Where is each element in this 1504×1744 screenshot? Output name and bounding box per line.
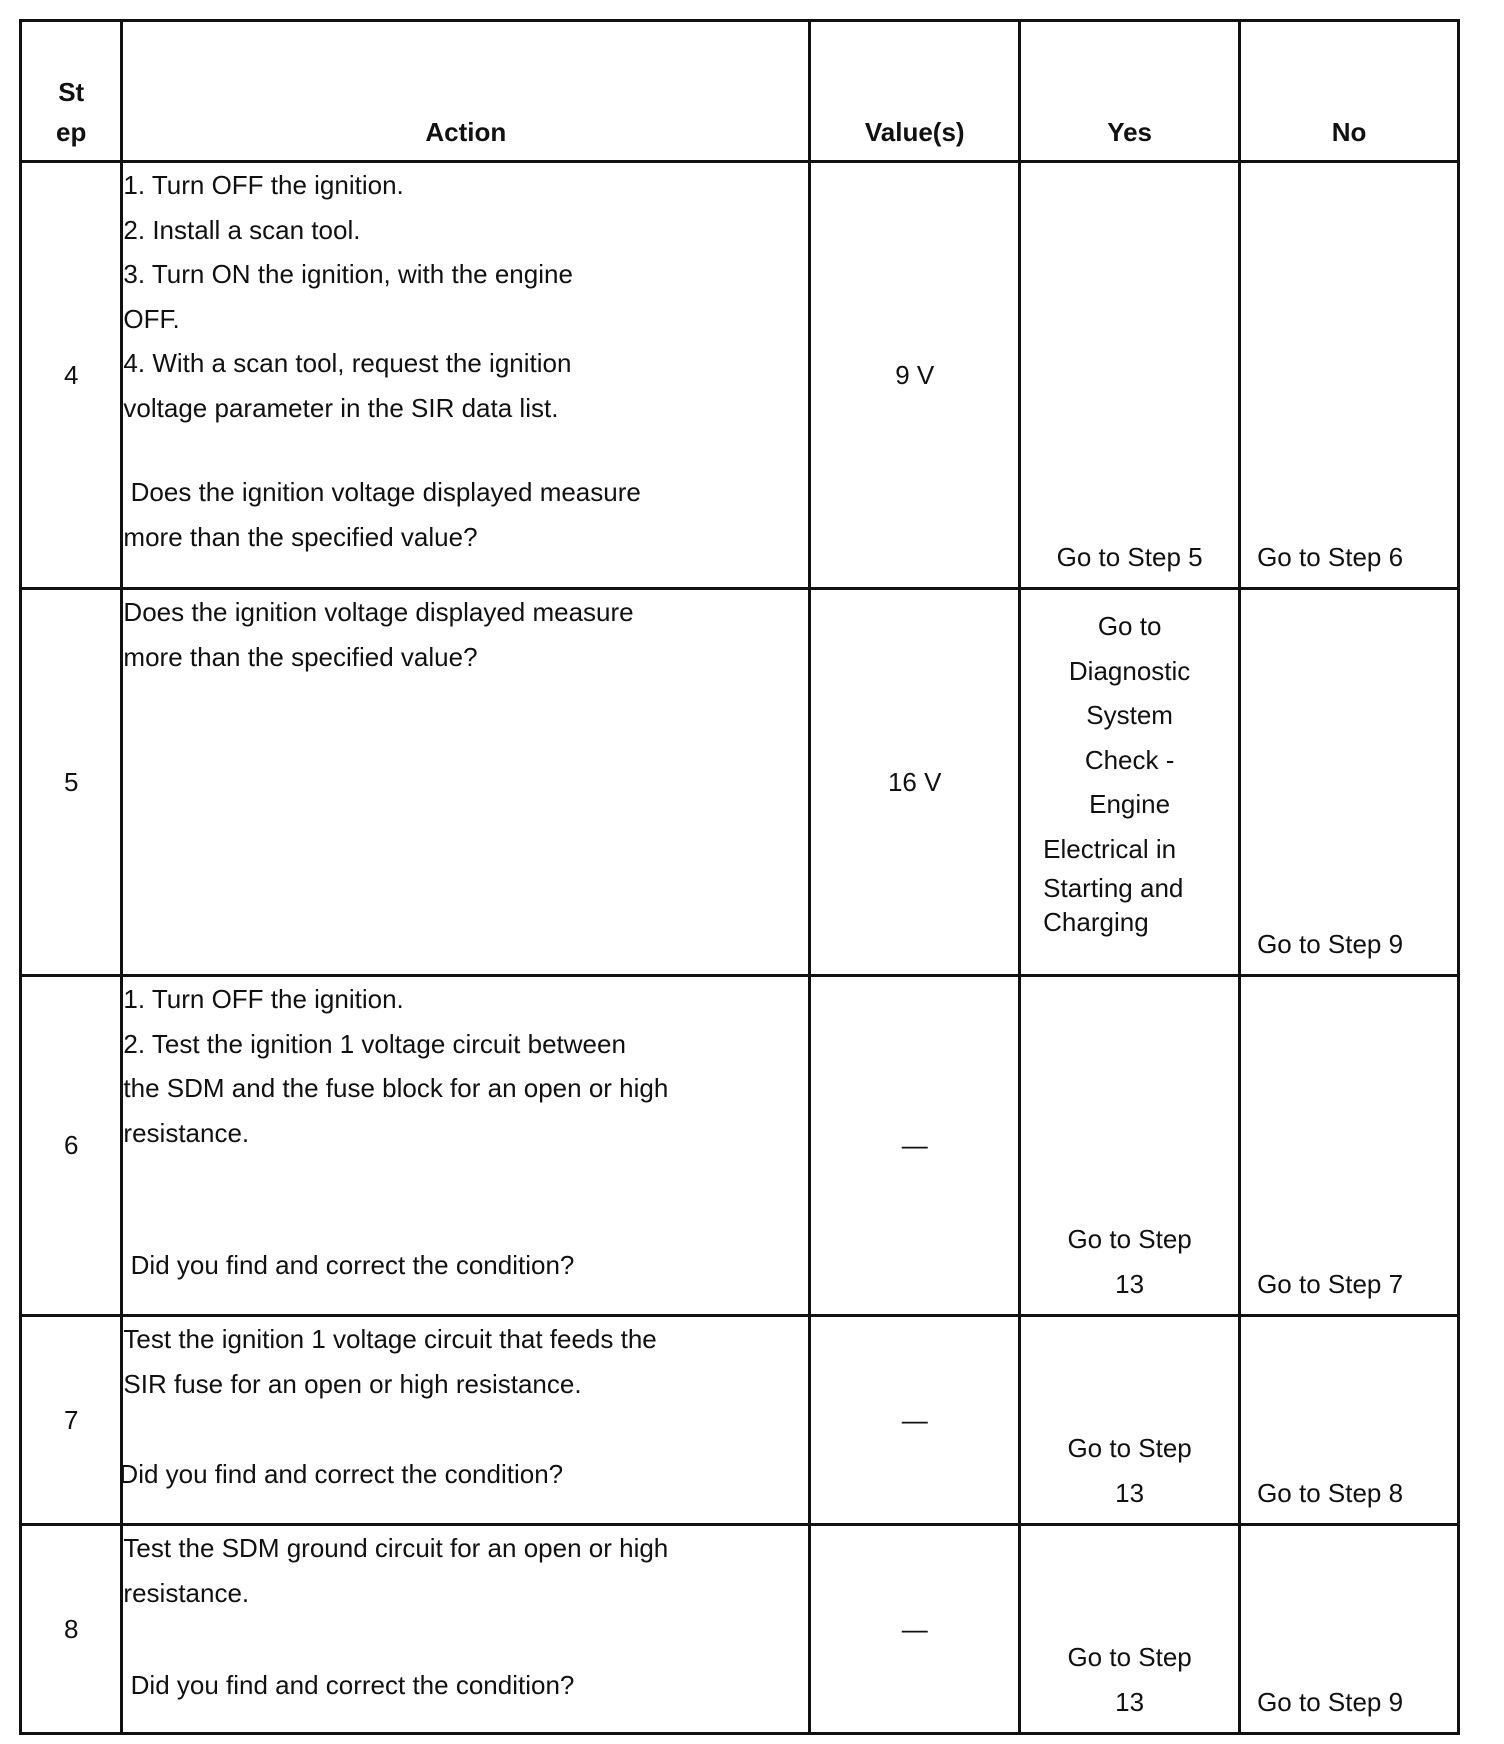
step-number: 8 [21, 1525, 122, 1734]
yes-cell: Go to Step 13 [1020, 1525, 1240, 1734]
action-cell: Does the ignition voltage displayed measure more than the specified value? [122, 589, 810, 976]
action-cell: 1. Turn OFF the ignition. 2. Test the ignition 1 voltage circuit between the SDM and the fuse block for an open or high resistance. Did you find and correct the condition? [122, 976, 810, 1316]
header-yes: Yes [1020, 21, 1240, 162]
no-cell: Go to Step 9 [1240, 1525, 1459, 1734]
header-row [21, 21, 1459, 162]
header-step: St ep [21, 21, 122, 162]
yes-cell: Go to Step 13 [1020, 1316, 1240, 1525]
value-cell: 16 V [810, 589, 1020, 976]
header-action: Action [122, 21, 810, 162]
yes-cell: Go to Step 13 [1020, 976, 1240, 1316]
step-number: 7 [21, 1316, 122, 1525]
step-number: 6 [21, 976, 122, 1316]
step-number: 5 [21, 589, 122, 976]
table-row [21, 1525, 1459, 1734]
action-cell: Test the ignition 1 voltage circuit that feeds the SIR fuse for an open or high resistance. Did you find and correct the condition? [122, 1316, 810, 1525]
no-cell: Go to Step 8 [1240, 1316, 1459, 1525]
header-no: No [1240, 21, 1459, 162]
yes-cell: Go to Step 5 [1020, 162, 1240, 589]
table-row [21, 976, 1459, 1316]
table-row [21, 589, 1459, 976]
yes-cell: Go to Diagnostic System Check - Engine Electrical in Starting and Charging [1020, 589, 1240, 976]
value-cell: — [810, 1525, 1020, 1734]
action-cell: Test the SDM ground circuit for an open or high resistance. Did you find and correct the condition? [122, 1525, 810, 1734]
table-row [21, 1316, 1459, 1525]
no-cell: Go to Step 6 [1240, 162, 1459, 589]
diagnostic-table [19, 19, 1460, 1735]
no-cell: Go to Step 9 [1240, 589, 1459, 976]
value-cell: — [810, 976, 1020, 1316]
header-values: Value(s) [810, 21, 1020, 162]
action-cell: 1. Turn OFF the ignition. 2. Install a scan tool. 3. Turn ON the ignition, with the engine OFF. 4. With a scan tool, request the ignition voltage parameter in the SIR data list. Does the ignition voltage displayed measure more than the specified value? [122, 162, 810, 589]
value-cell: 9 V [810, 162, 1020, 589]
step-number: 4 [21, 162, 122, 589]
value-cell: — [810, 1316, 1020, 1525]
table-row [21, 162, 1459, 589]
no-cell: Go to Step 7 [1240, 976, 1459, 1316]
